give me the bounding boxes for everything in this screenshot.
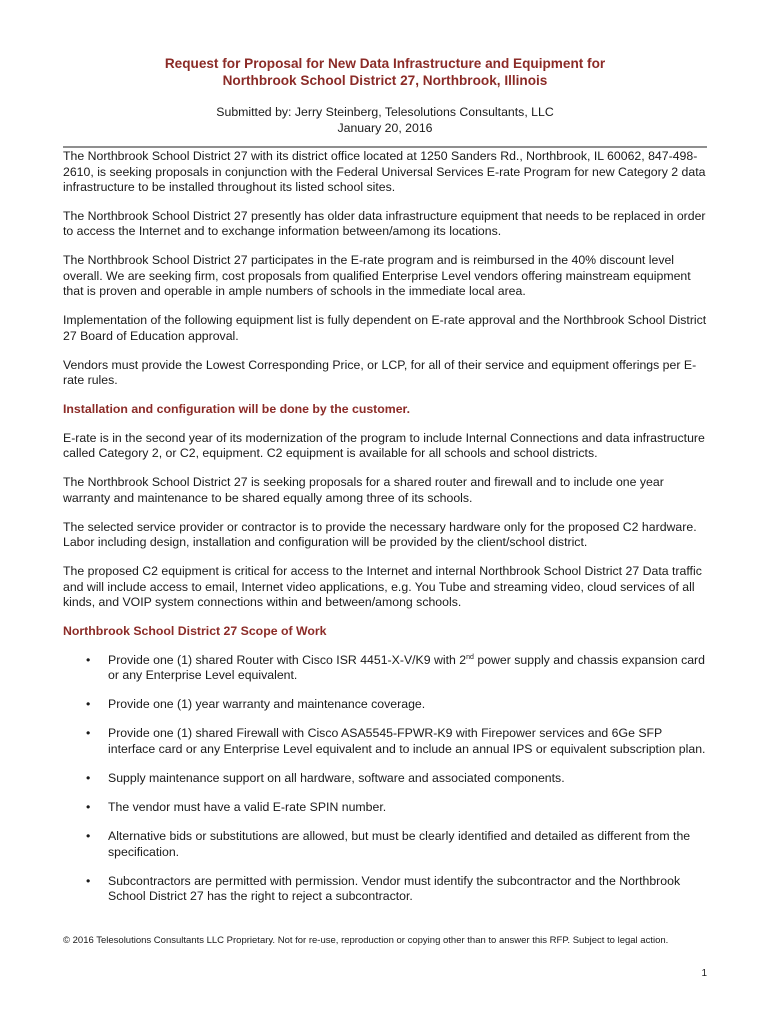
bullet-icon: • xyxy=(86,800,91,815)
scope-item-text: Subcontractors are permitted with permission. Vendor must identify the subcontractor and the Northbrook School District 27 has the right to reject a subcontractor. xyxy=(108,873,681,904)
installation-paragraph-3: The selected service provider or contractor is to provide the necessary hardware only for the proposed C2 hardware. Labor including design, installation and configuration will be provided by the client/school district. xyxy=(63,519,697,550)
scope-item xyxy=(63,874,707,905)
scope-item-text: Supply maintenance support on all hardware, software and associated components. xyxy=(108,771,565,786)
title-line-2: Northbrook School District 27, Northbrook, Illinois xyxy=(222,73,548,88)
scope-item xyxy=(63,800,707,816)
scope-item-text: Provide one (1) shared Firewall with Cisco ASA5545-FPWR-K9 with Firepower services and 6Ge SFP interface card or any Enterprise Level equivalent and to include an annual IPS or equivalent subscription plan. xyxy=(108,726,706,756)
installation-paragraph-1: E-rate is in the second year of its modernization of the program to include Internal Connections and data infrastructure called Category 2, or C2, equipment. C2 equipment is available for all schools and school districts. xyxy=(63,430,705,461)
intro-paragraph-4: Implementation of the following equipment list is fully dependent on E-rate approval and the Northbrook School District 27 Board of Education approval. xyxy=(63,313,707,343)
scope-item-text-continued: power supply and chassis expansion card or any Enterprise Level equivalent. xyxy=(108,652,705,683)
submitted-by: Submitted by: Jerry Steinberg, Telesolutions Consultants, LLC xyxy=(216,105,554,119)
title-line-1: Request for Proposal for New Data Infrastructure and Equipment for xyxy=(164,56,606,71)
installation-paragraph-2: The Northbrook School District 27 is seeking proposals for a shared router and firewall and to include one year warranty and maintenance to be shared equally among three of its schools. xyxy=(63,475,664,505)
scope-item xyxy=(63,726,707,757)
document-title xyxy=(63,55,707,89)
bullet-icon: • xyxy=(86,873,91,888)
intro-paragraph-1: The Northbrook School District 27 with its district office located at 1250 Sanders Rd., Northbrook, IL 60062, 847-498-2610, is seeking proposals in conjunction with the Federal Universal Services E-rate Program for new Category 2 data infrastructure to be installed throughout its listed school sites. xyxy=(63,149,706,194)
bullet-icon: • xyxy=(86,652,91,667)
scope-item-text: Provide one (1) shared Router with Cisco ISR 4451-X-V/K9 with 2 xyxy=(108,652,467,667)
installation-paragraph-4: The proposed C2 equipment is critical for access to the Internet and internal Northbrook School District 27 Data traffic and will include access to email, Internet video applications, e.g. You Tube and streaming video, cloud services of all kinds, and VOIP system connections within and between/among schools. xyxy=(63,564,702,610)
intro-paragraph-3: The Northbrook School District 27 participates in the E-rate program and is reimbursed in the 40% discount level overall. We are seeking firm, cost proposals from qualified Enterprise Level vendors offering mainstream equipment that is proven and operable in ample numbers of schools in the immediate local area. xyxy=(63,253,691,299)
page-number: 1 xyxy=(701,968,707,979)
scope-item-text: Provide one (1) year warranty and maintenance coverage. xyxy=(108,697,426,712)
scope-heading: Northbrook School District 27 Scope of Work xyxy=(63,623,327,638)
ordinal-suffix: nd xyxy=(466,653,474,661)
bullet-icon: • xyxy=(86,697,91,712)
scope-item xyxy=(63,653,707,684)
document-body xyxy=(63,149,707,918)
scope-item-text: The vendor must have a valid E-rate SPIN number. xyxy=(108,800,387,815)
bullet-icon: • xyxy=(86,726,91,741)
scope-item xyxy=(63,697,707,713)
header-divider xyxy=(63,146,707,148)
scope-item xyxy=(63,771,707,787)
bullet-icon: • xyxy=(86,829,91,844)
submission-info xyxy=(63,104,707,136)
bullet-icon: • xyxy=(86,771,91,786)
scope-item-text: Alternative bids or substitutions are allowed, but must be clearly identified and detailed as different from the specification. xyxy=(108,829,691,859)
scope-item xyxy=(63,829,707,860)
submission-date: January 20, 2016 xyxy=(337,121,433,135)
scope-list xyxy=(63,653,707,905)
copyright-footer: © 2016 Telesolutions Consultants LLC Proprietary. Not for re-use, reproduction or copying other than to answer this RFP. Subject to legal action. xyxy=(63,935,669,946)
installation-heading: Installation and configuration will be done by the customer. xyxy=(63,401,411,416)
intro-paragraph-2: The Northbrook School District 27 presently has older data infrastructure equipment that needs to be replaced in order to access the Internet and to exchange information between/among its locations. xyxy=(63,208,706,239)
intro-paragraph-5: Vendors must provide the Lowest Corresponding Price, or LCP, for all of their service and equipment offerings per E-rate rules. xyxy=(63,357,697,388)
